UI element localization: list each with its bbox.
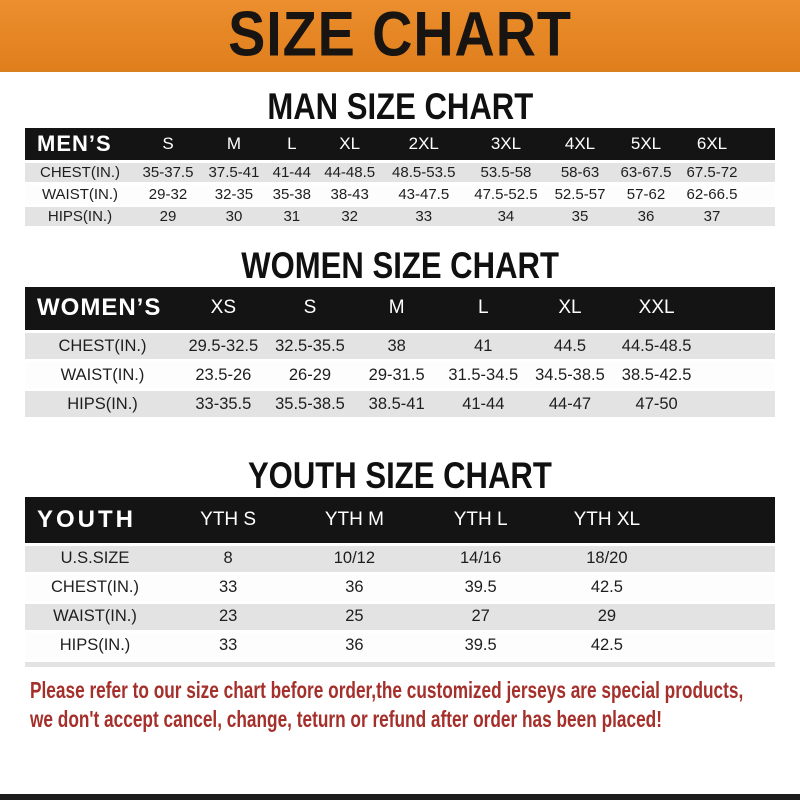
size-value: 29-31.5	[353, 361, 440, 390]
size-value: 30	[201, 205, 267, 227]
table-row	[25, 631, 775, 660]
size-value: 38-43	[317, 183, 383, 205]
table-row	[25, 390, 775, 419]
spacer-cell	[700, 332, 775, 361]
size-value: 52.5-57	[547, 183, 613, 205]
size-value: 44.5	[527, 332, 614, 361]
row-label: WAIST(IN.)	[25, 183, 135, 205]
row-label: HIPS(IN.)	[25, 631, 165, 660]
table-row	[25, 205, 775, 227]
column-header: L	[440, 287, 527, 332]
bottom-bar	[0, 794, 800, 800]
men-corner-label: MEN’S	[25, 128, 135, 161]
size-value: 32.5-35.5	[267, 332, 354, 361]
size-value: 14/16	[418, 544, 544, 573]
size-value: 33	[165, 631, 291, 660]
youth-corner-label: YOUTH	[25, 497, 165, 544]
spacer-cell	[670, 602, 775, 631]
column-header: XS	[180, 287, 267, 332]
men-size-table	[25, 128, 775, 229]
size-value: 47.5-52.5	[465, 183, 547, 205]
row-label: CHEST(IN.)	[25, 332, 180, 361]
youth-header-row	[25, 497, 775, 544]
table-row	[25, 361, 775, 390]
column-header: M	[201, 128, 267, 161]
youth-size-chart-heading	[0, 455, 800, 497]
size-value: 44-47	[527, 390, 614, 419]
size-value: 34	[465, 205, 547, 227]
column-header: L	[267, 128, 317, 161]
size-value: 29-32	[135, 183, 201, 205]
size-value: 43-47.5	[383, 183, 465, 205]
size-value: 33	[383, 205, 465, 227]
table-row	[25, 183, 775, 205]
table-row	[25, 161, 775, 183]
column-header: 6XL	[679, 128, 745, 161]
size-value: 36	[291, 573, 417, 602]
size-value: 35	[547, 205, 613, 227]
size-value: 38	[353, 332, 440, 361]
spacer-cell	[745, 128, 775, 161]
size-value: 48.5-53.5	[383, 161, 465, 183]
man-size-chart-heading	[0, 86, 800, 128]
youth-size-table	[25, 497, 775, 662]
women-corner-label: WOMEN’S	[25, 287, 180, 332]
spacer-cell	[700, 287, 775, 332]
row-label: CHEST(IN.)	[25, 161, 135, 183]
size-value: 23	[165, 602, 291, 631]
size-value: 57-62	[613, 183, 679, 205]
women-size-chart-heading-text: WOMEN SIZE CHART	[241, 244, 559, 286]
size-value: 32-35	[201, 183, 267, 205]
size-value: 37.5-41	[201, 161, 267, 183]
size-value: 36	[291, 631, 417, 660]
table-row	[25, 573, 775, 602]
size-value: 23.5-26	[180, 361, 267, 390]
size-value: 32	[317, 205, 383, 227]
size-value: 41-44	[267, 161, 317, 183]
size-value: 37	[679, 205, 745, 227]
row-label: HIPS(IN.)	[25, 390, 180, 419]
men-size-section	[0, 86, 800, 229]
table-row	[25, 602, 775, 631]
spacer-cell	[700, 361, 775, 390]
women-size-chart-heading	[0, 245, 800, 287]
size-value: 44.5-48.5	[613, 332, 700, 361]
column-header: 2XL	[383, 128, 465, 161]
spacer-cell	[745, 183, 775, 205]
size-value: 47-50	[613, 390, 700, 419]
size-value: 10/12	[291, 544, 417, 573]
column-header: M	[353, 287, 440, 332]
column-header: YTH XL	[544, 497, 670, 544]
youth-size-section	[0, 455, 800, 667]
size-value: 35-38	[267, 183, 317, 205]
spacer-cell	[670, 573, 775, 602]
row-label: U.S.SIZE	[25, 544, 165, 573]
youth-size-chart-heading-text: YOUTH SIZE CHART	[248, 455, 552, 496]
size-value: 25	[291, 602, 417, 631]
column-header: YTH L	[418, 497, 544, 544]
size-value: 36	[613, 205, 679, 227]
row-label: WAIST(IN.)	[25, 361, 180, 390]
table-row	[25, 332, 775, 361]
row-label: WAIST(IN.)	[25, 602, 165, 631]
spacer-cell	[670, 497, 775, 544]
size-value: 41-44	[440, 390, 527, 419]
youth-table-bottom-strip	[25, 662, 775, 667]
women-size-section	[0, 245, 800, 421]
size-value: 8	[165, 544, 291, 573]
size-value: 38.5-41	[353, 390, 440, 419]
size-value: 39.5	[418, 573, 544, 602]
column-header: XL	[317, 128, 383, 161]
banner	[0, 0, 800, 72]
size-value: 35-37.5	[135, 161, 201, 183]
size-value: 29	[135, 205, 201, 227]
size-value: 44-48.5	[317, 161, 383, 183]
size-value: 27	[418, 602, 544, 631]
size-value: 58-63	[547, 161, 613, 183]
size-value: 34.5-38.5	[527, 361, 614, 390]
size-value: 42.5	[544, 573, 670, 602]
row-label: CHEST(IN.)	[25, 573, 165, 602]
size-value: 35.5-38.5	[267, 390, 354, 419]
spacer-cell	[745, 205, 775, 227]
men-header-row	[25, 128, 775, 161]
column-header: XXL	[613, 287, 700, 332]
note-line-1: Please refer to our size chart before order,the customized jerseys are special products,	[30, 676, 744, 703]
size-value: 41	[440, 332, 527, 361]
women-header-row	[25, 287, 775, 332]
size-value: 33	[165, 573, 291, 602]
size-value: 42.5	[544, 631, 670, 660]
note-line-2: we don't accept cancel, change, teturn or refund after order has been placed!	[30, 705, 662, 732]
column-header: S	[267, 287, 354, 332]
page-title: SIZE CHART	[228, 0, 572, 70]
size-value: 63-67.5	[613, 161, 679, 183]
spacer-cell	[745, 161, 775, 183]
size-value: 67.5-72	[679, 161, 745, 183]
spacer-cell	[700, 390, 775, 419]
spacer-cell	[670, 544, 775, 573]
row-label: HIPS(IN.)	[25, 205, 135, 227]
column-header: XL	[527, 287, 614, 332]
order-note	[0, 676, 800, 734]
column-header: 5XL	[613, 128, 679, 161]
size-value: 31.5-34.5	[440, 361, 527, 390]
table-row	[25, 544, 775, 573]
size-value: 29	[544, 602, 670, 631]
size-value: 62-66.5	[679, 183, 745, 205]
column-header: S	[135, 128, 201, 161]
women-size-table	[25, 287, 775, 421]
size-value: 53.5-58	[465, 161, 547, 183]
size-value: 38.5-42.5	[613, 361, 700, 390]
column-header: 3XL	[465, 128, 547, 161]
size-value: 18/20	[544, 544, 670, 573]
size-value: 33-35.5	[180, 390, 267, 419]
size-value: 26-29	[267, 361, 354, 390]
size-value: 39.5	[418, 631, 544, 660]
size-value: 31	[267, 205, 317, 227]
size-value: 29.5-32.5	[180, 332, 267, 361]
spacer-cell	[670, 631, 775, 660]
column-header: YTH M	[291, 497, 417, 544]
column-header: YTH S	[165, 497, 291, 544]
column-header: 4XL	[547, 128, 613, 161]
man-size-chart-heading-text: MAN SIZE CHART	[267, 86, 533, 127]
